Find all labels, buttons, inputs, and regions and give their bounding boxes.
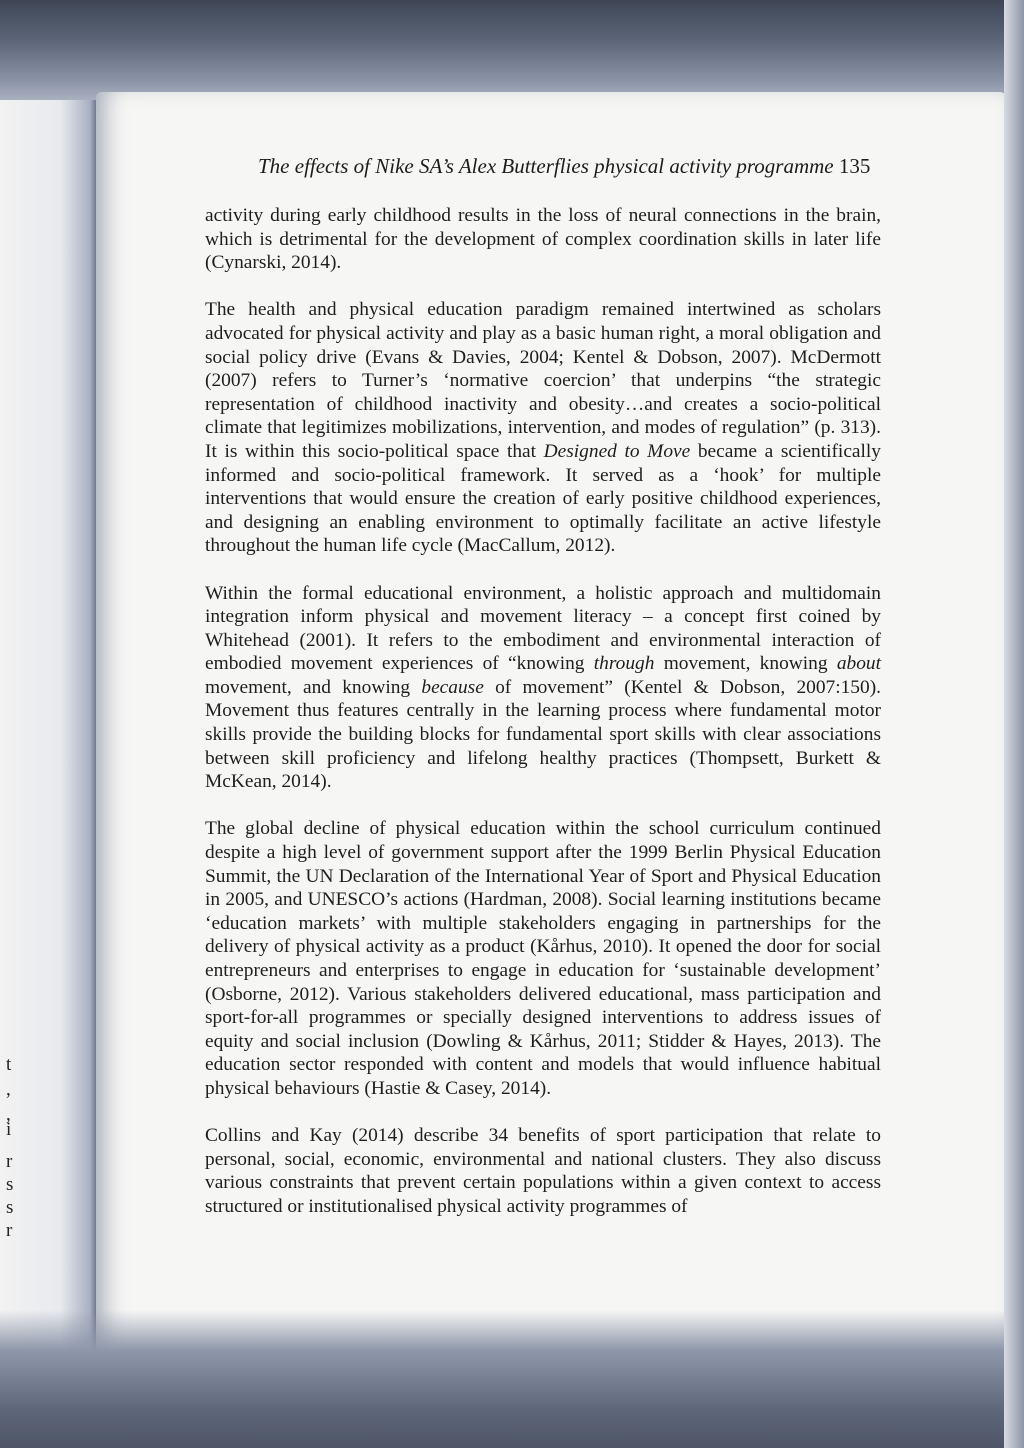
- margin-fragment: t: [6, 1054, 12, 1075]
- margin-fragment: s: [6, 1174, 14, 1195]
- paragraph: [205, 204, 881, 275]
- text-run: became a scientifically informed and socio-political framework. It served as a ‘hook’ for multiple interventions that would ensure the creation of early positive childhood experiences, and designing an enabling environment to optimally facilitate an active lifestyle throughout the human life cycle (MacCallum, 2012).: [205, 440, 881, 557]
- text-run: Collins and Kay (2014) describe 34 benefits of sport participation that relate to personal, social, economic, environmental and national clusters. They also discuss various constraints that prevent certain populations within a given context to access structured or institutionalised physical activity programmes of: [205, 1125, 881, 1217]
- italic-run: Designed to Move: [543, 440, 691, 462]
- text-run: of movement” (Kentel & Dobson, 2007:150). Movement thus features centrally in the learning process where fundamental motor skills provide the building blocks for fundamental sport skills with clear associations between skill proficiency and lifelong healthy practices (Thompsett, Burkett & McKean, 2014).: [205, 676, 881, 793]
- italic-run: about: [836, 653, 881, 675]
- paragraph: [205, 298, 881, 558]
- text-run: movement, and knowing: [205, 676, 422, 698]
- margin-fragment: ,: [6, 1079, 11, 1100]
- paragraph: [205, 582, 881, 794]
- italic-run: because: [421, 676, 484, 698]
- text-run: Within the formal educational environment, a holistic approach and multidomain integration inform physical and movement literacy – a concept first coined by Whitehead (2001). It refers to the embodiment and environmental interaction of embodied movement experiences of “knowing: [205, 582, 881, 675]
- page-number: 135: [838, 154, 871, 178]
- margin-fragment: r: [6, 1220, 13, 1241]
- text-run: The global decline of physical education within the school curriculum continued despite a high level of government support after the 1999 Berlin Physical Education Summit, the UN Declaration of the International Year of Sport and Physical Education in 2005, and UNESCO’s actions (Hardman, 2008). Social learning institutions became ‘education markets’ with multiple stakeholders engaging in partnerships for the delivery of physical activity as a product (Kårhus, 2010). It opened the door for social entrepreneurs and enterprises to engage in education for ‘sustainable development’ (Osborne, 2012). Various stakeholders delivered educational, mass participation and sport-for-all programmes or specially designed interventions to address issues of equity and social inclusion (Dowling & Kårhus, 2011; Stidder & Hayes, 2013). The education sector responded with content and models that would influence habitual physical behaviours (Hastie & Casey, 2014).: [205, 818, 881, 1099]
- margin-fragment: ,: [6, 1104, 11, 1125]
- text-run: The health and physical education paradigm remained intertwined as scholars advocated for physical activity and play as a basic human right, a moral obligation and social policy drive (Evans & Davies, 2004; Kentel & Dobson, 2007). McDermott (2007) refers to Turner’s ‘normative coercion’ that underpins “the strategic representation of childhood inactivity and obesity…and creates a socio-political climate that legitimizes mobilizations, intervention, and modes of regulation” (p. 313). It is within this socio-political space that: [205, 299, 881, 462]
- scanner-shadow-right: [1004, 0, 1024, 1448]
- paragraph: [205, 817, 881, 1100]
- body-text: [205, 204, 881, 1219]
- text-run: movement, knowing: [654, 653, 837, 675]
- margin-fragment: s: [6, 1197, 14, 1218]
- running-header-title: The effects of Nike SA’s Alex Butterflies physical activity programme: [258, 154, 834, 178]
- text-run: activity during early childhood results in the loss of neural connections in the brain, which is detrimental for the development of complex coordination skills in later life (Cynarski, 2014).: [205, 205, 881, 274]
- margin-fragment: r: [6, 1151, 13, 1172]
- italic-run: through: [593, 653, 655, 675]
- margin-fragment: i: [6, 1119, 12, 1140]
- paragraph: [205, 1124, 881, 1218]
- facing-page-edge: [0, 100, 96, 1400]
- running-header: [258, 154, 898, 179]
- scanner-shadow-bottom: [0, 1310, 1024, 1448]
